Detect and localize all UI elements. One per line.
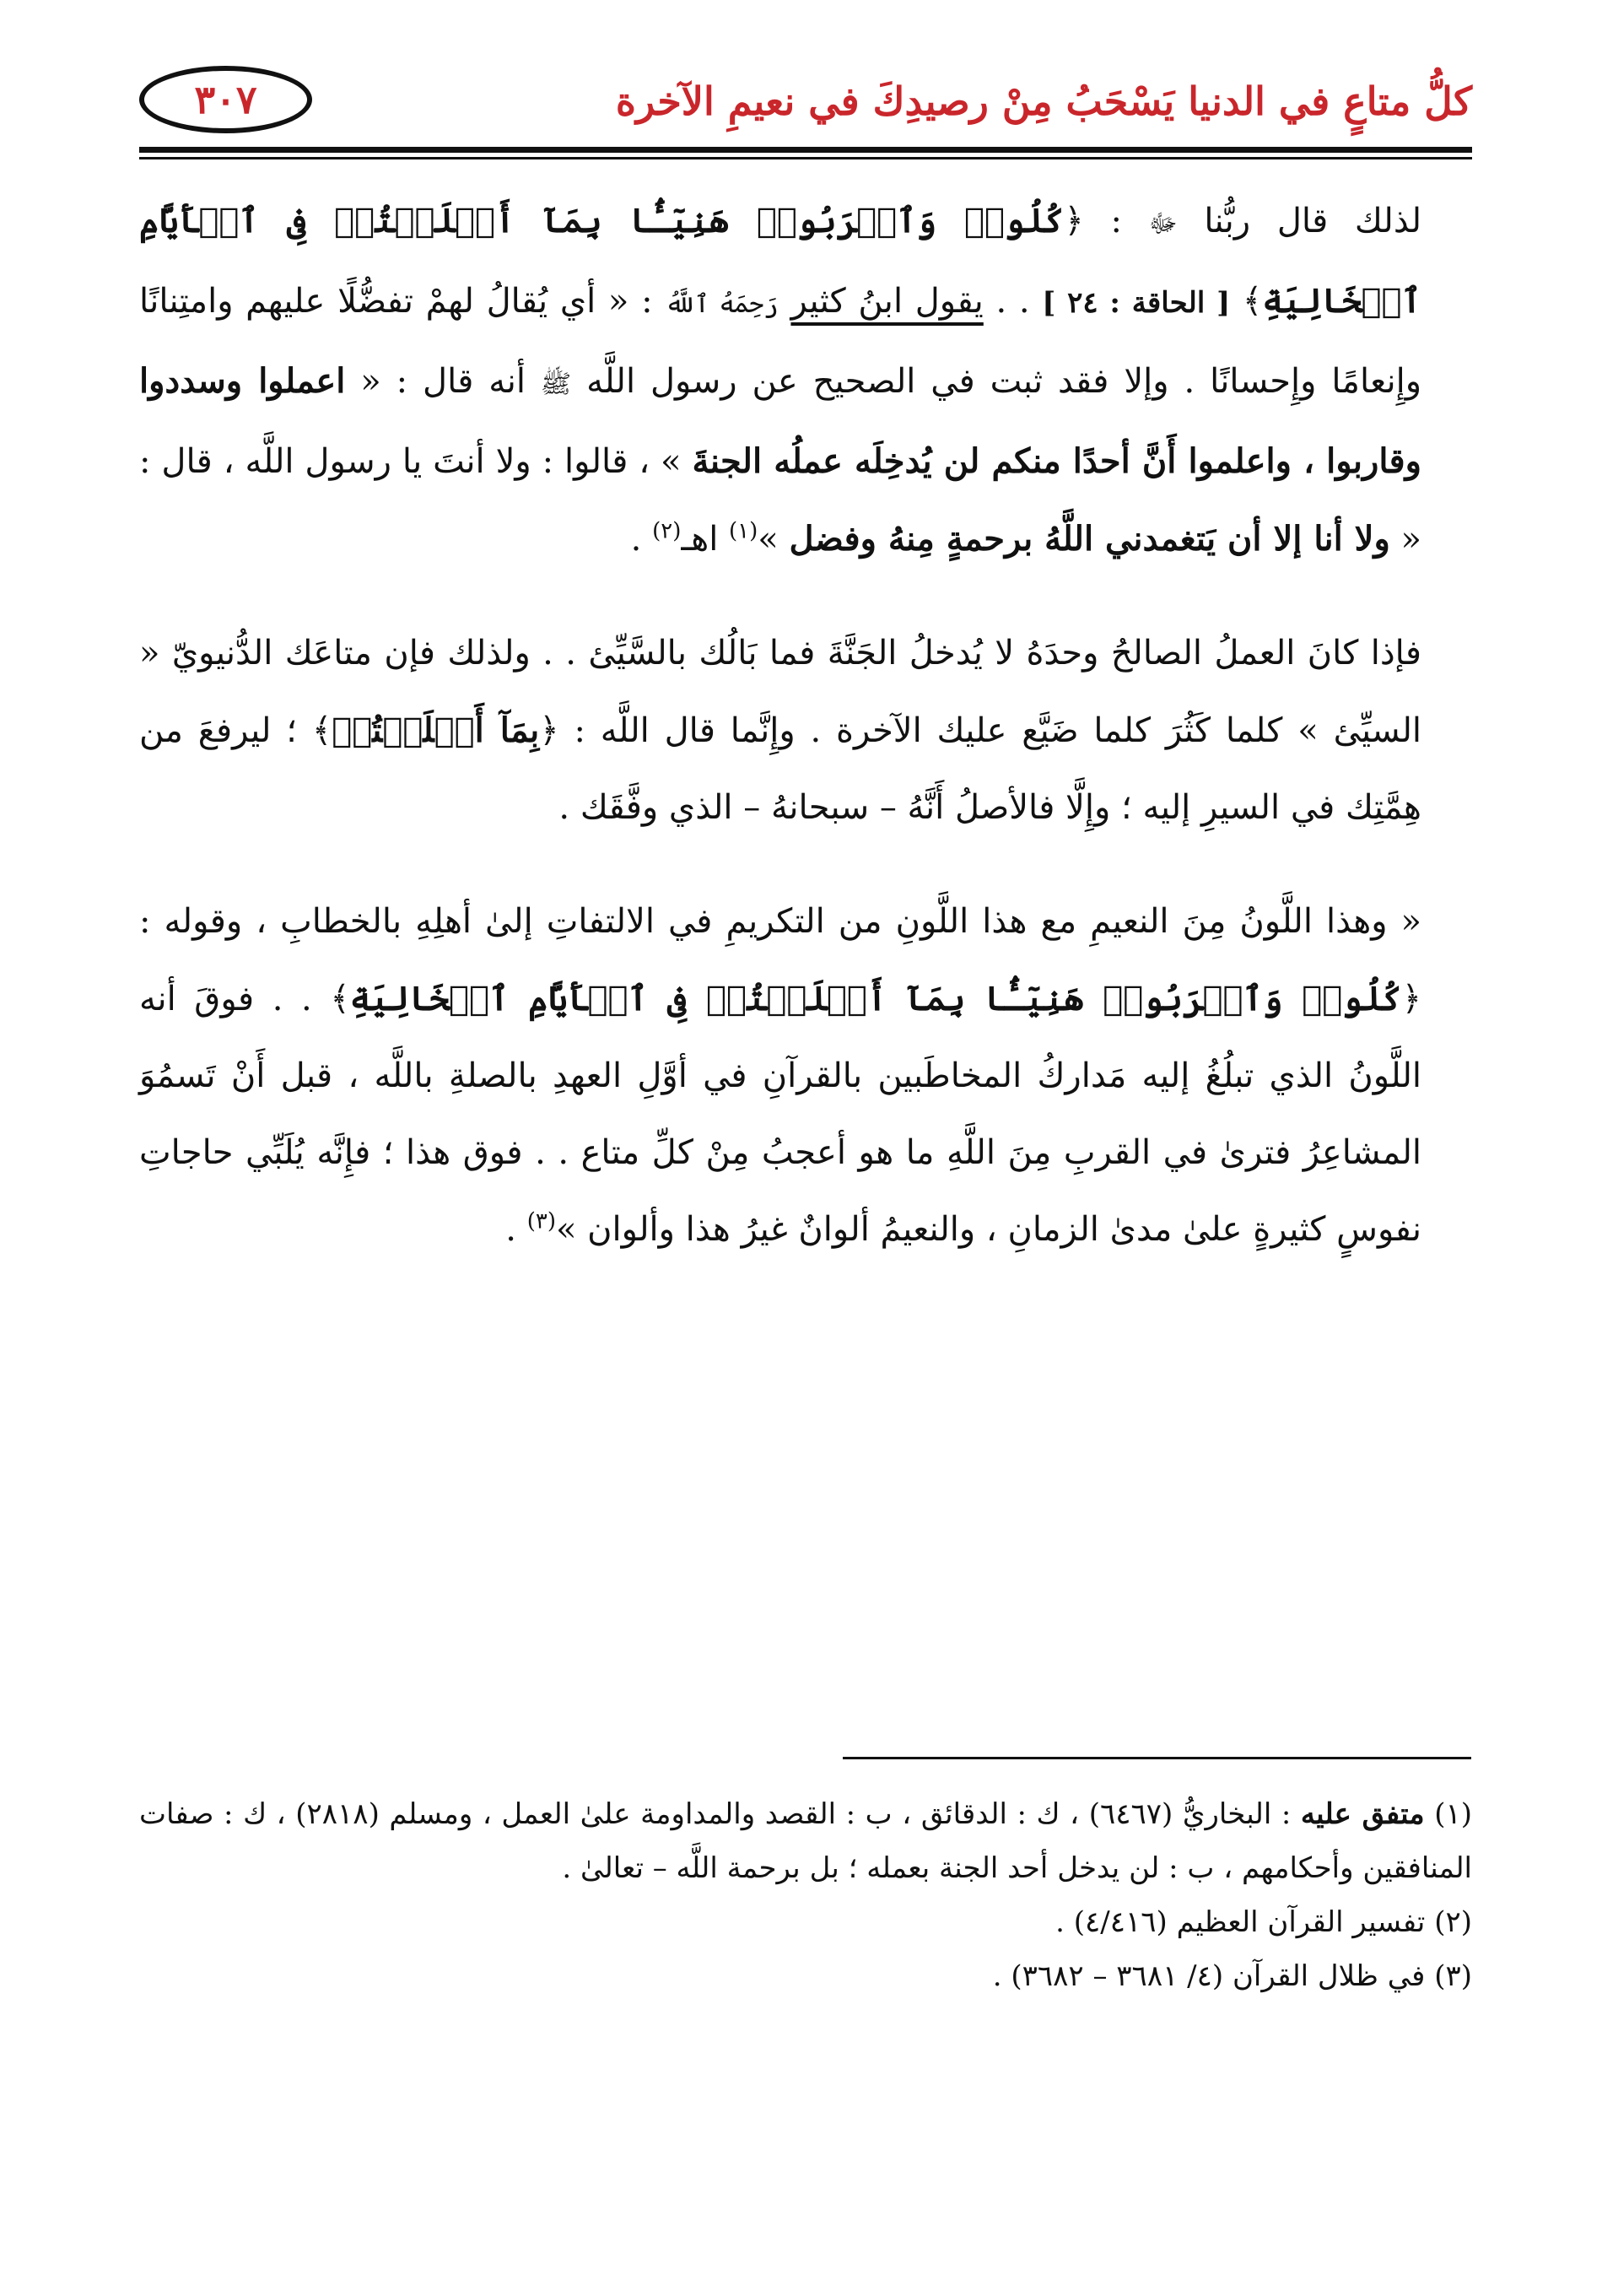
quote-mid: أنه قال : «	[345, 362, 541, 401]
footnote-source-label: متفق عليه	[1300, 1797, 1425, 1831]
footnote-marker: (٣)	[1434, 1959, 1472, 1993]
footnote-2	[139, 1895, 1472, 1949]
p3-end: .	[505, 1210, 527, 1249]
after-hadith-2: »	[758, 520, 790, 559]
verse-open-bracket: ﴿	[1401, 980, 1421, 1018]
footnote-ref-3[interactable]: (٣)	[526, 1208, 556, 1234]
verse-close-bracket: ﴾	[1242, 282, 1263, 321]
footnote-separator	[843, 1757, 1471, 1759]
verse-close-bracket: ﴾	[311, 711, 332, 750]
page-number-badge	[139, 66, 312, 133]
p3-start: « وهذا اللَّونُ مِنَ النعيمِ مع هذا اللَّونِ من التكريمِ في الالتفاتِ إلىٰ أهلِهِ بالخطابِ ، وقوله :	[139, 902, 1422, 941]
footnote-text: تفسير القرآن العظيم (٤/٤١٦) .	[1055, 1905, 1426, 1939]
header-rule-thin	[139, 157, 1472, 159]
paragraph-3	[139, 883, 1472, 1268]
author-ibn-kathir: يقول ابنُ كثير	[790, 282, 984, 321]
footnote-ref-2[interactable]: (٢)	[652, 518, 682, 544]
verse-close-bracket: ﴾	[330, 980, 350, 1018]
footnote-marker: (٢)	[1434, 1905, 1472, 1939]
p1-end: .	[630, 520, 653, 559]
quran-verse-1: كُلُوا۟ وَٱشۡرَبُوا۟ هَنِيٓـَٔۢا بِمَآ أَسۡلَفۡتُمۡ فِى ٱلۡأَيَّامِ ٱلۡخَالِيَةِ	[139, 201, 1421, 321]
main-text	[139, 182, 1472, 1268]
footnote-ref-1[interactable]: (١)	[729, 518, 758, 544]
p2-line-2: ؛ ليرفعَ من هِمَّتِك في السيرِ إليه ؛ وإِلَّا فالأصلُ أَنَّهُ – سبحانهُ – الذي وفَّقَك .	[139, 711, 1421, 827]
p2-line-1: فإذا كانَ العملُ الصالحُ وحدَهُ لا يُدخلُ الجَنَّةَ فما بَالُك بالسَّيِّئ . . ولذلك فإن متاعَك الدُّنيويّ « السيِّئ » كلما كَثُرَ كلما ضَيَّع عليك الآخرة . وإِنَّما قال اللَّه :	[139, 634, 1421, 750]
verse-reference: [ الحاقة : ٢٤ ]	[1042, 286, 1231, 320]
paragraph-1	[139, 182, 1472, 578]
footnote-3	[139, 1949, 1472, 2003]
footnote-1	[139, 1787, 1472, 1895]
hadith-text-1: اعملوا وسددوا وقاربوا ، واعلموا أَنَّ أحدًا منكم لن يُدخِلَه عملُه الجنةَ	[139, 361, 1421, 481]
rahimahullah-glyph: رَحِمَهُ ٱللَّهُ	[665, 289, 779, 319]
p3-rest: . . فوقَ أنه اللَّونُ الذي تبلُغُ إليه مَداركُ المخاطَبين بالقرآنِ في أوَّلِ العهدِ بالصلةِ باللَّه ، قبل أَنْ تَسمُوَ المشاعِرُ فترىٰ في القربِ مِنَ اللَّهِ ما هو أعجبُ مِنْ كلِّ متاع . . فوق هذا ؛ فإِنَّه يُلَبِّي حاجاتِ نفوسٍ كثيرةٍ علىٰ مدىٰ الزمانِ ، والنعيمُ ألوانٌ غيرُ هذا وألوان »	[139, 980, 1421, 1249]
footnote-text: : البخاريُّ (٦٤٦٧) ، ك : الدقائق ، ب : القصد والمداومة علىٰ العمل ، ومسلم (٢٨١٨) ، ك : صفات المنافقين وأحكامهم ، ب : لن يدخل أحد الجنة بعمله ؛ بل برحمة اللَّه – تعالىٰ .	[139, 1797, 1472, 1885]
page-number: ٣٠٧	[194, 77, 257, 122]
p1-colon: :	[1083, 202, 1149, 240]
verse-open-bracket: ﴿	[1064, 202, 1084, 240]
after-hadith-1: » ، قالوا : ولا أنتَ يا رسول اللَّه ، قال : «	[139, 442, 1421, 559]
paragraph-2	[139, 615, 1472, 846]
footnote-text: في ظلال القرآن (٤/ ٣٦٨١ – ٣٦٨٢) .	[992, 1959, 1426, 1993]
quran-verse-2: بِمَآ أَسۡلَفۡتُمۡ	[332, 710, 540, 750]
salawat-glyph: ﷺ	[540, 370, 572, 399]
p1-intro: لذلك قال ربُّنا	[1204, 202, 1422, 240]
quote-start: : « أي يُقالُ لهمْ تفضُّلًا عليهم وامتِنانًا وإِنعامًا وإِحسانًا . وإلا فقد ثبت في الصحيح عن رسول اللَّه	[139, 282, 1422, 401]
p1-dots: . .	[983, 282, 1043, 321]
jalla-jalaluhu-glyph: ﷻ	[1148, 209, 1178, 239]
footnote-marker: (١)	[1434, 1797, 1472, 1831]
hadith-text-2: ولا أنا إلا أن يَتغمدني اللَّهُ برحمةٍ مِنهُ وفضل	[789, 519, 1390, 559]
quran-verse-3: كُلُوا۟ وَٱشۡرَبُوا۟ هَنِيٓـَٔۢا بِمَآ أَسۡلَفۡتُمۡ فِى ٱلۡأَيَّامِ ٱلۡخَالِيَةِ	[349, 979, 1402, 1018]
verse-open-bracket: ﴿	[539, 711, 559, 750]
header-rule-thick	[139, 147, 1472, 153]
running-title: كلُّ متاعٍ في الدنيا يَسْحَبُ مِنْ رصيدِكَ في نعيمِ الآخرة	[615, 78, 1472, 124]
page-header	[139, 59, 1472, 143]
aha-abbrev: اهـ	[681, 520, 730, 559]
footnotes	[139, 1787, 1472, 2003]
